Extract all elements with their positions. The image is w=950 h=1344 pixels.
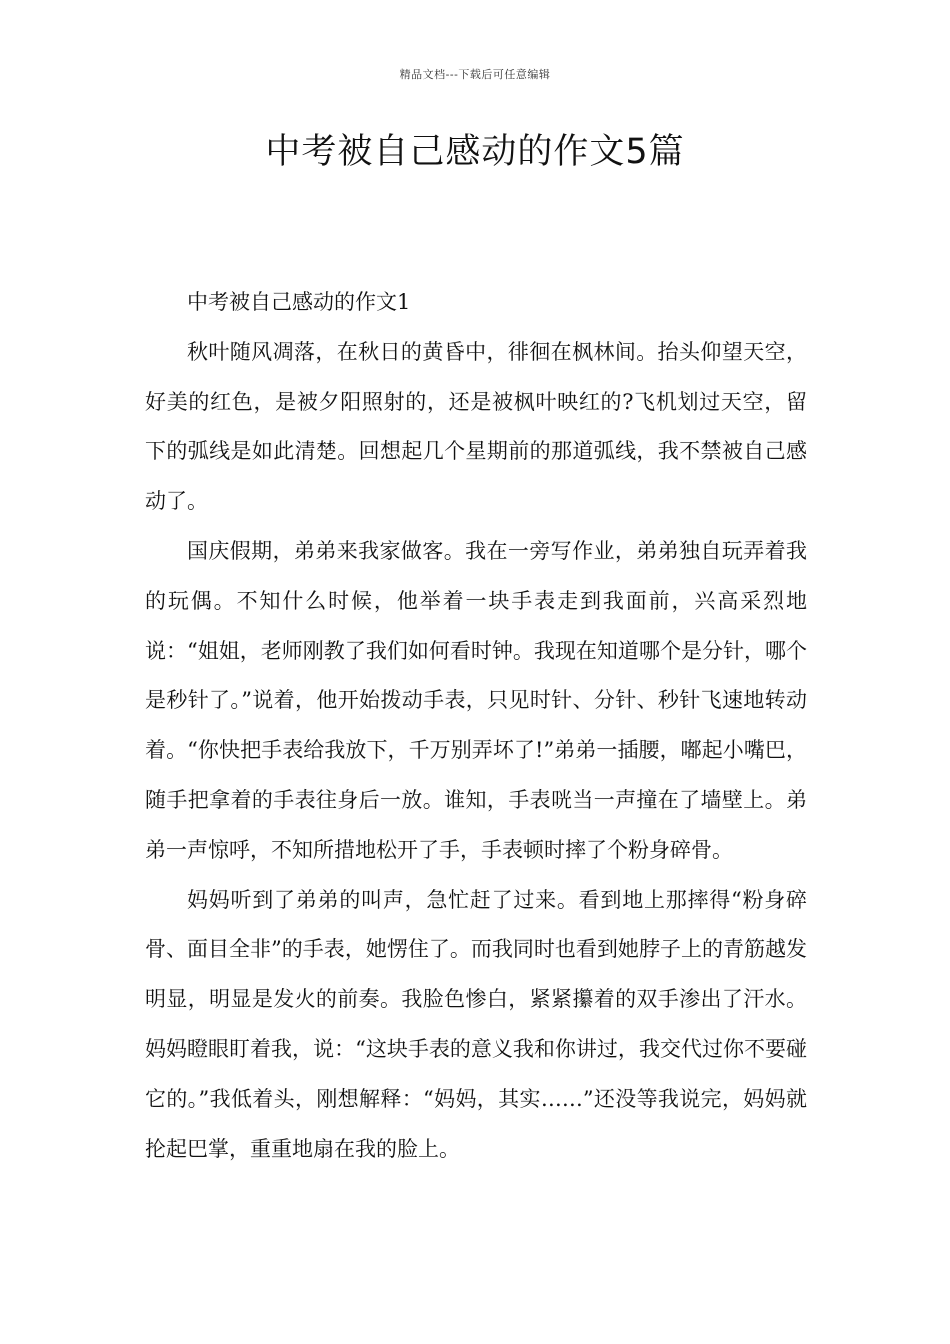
page-header: 精品文档---下载后可任意编辑: [399, 68, 551, 81]
paragraph: 妈妈听到了弟弟的叫声，急忙赶了过来。看到地上那摔得“粉身碎骨、面目全非”的手表，她愣住了。而我同时也看到她脖子上的青筋越发明显，明显是发火的前奏。我脸色惨白，紧紧攥着的双手渗出了汗水。妈妈瞪眼盯着我，说：“这块手表的意义我和你讲过，我交代过你不要碰它的。”我低着头，刚想解释：“妈妈，其实……”还没等我说完，妈妈就抡起巴掌，重重地扇在我的脸上。: [145, 887, 807, 1161]
document-title: 中考被自己感动的作文5篇: [265, 132, 685, 172]
section-heading: 中考被自己感动的作文1: [187, 290, 411, 314]
paragraph: 秋叶随风凋落，在秋日的黄昏中，徘徊在枫林间。抬头仰望天空，好美的红色，是被夕阳照射的，还是被枫叶映红的?飞机划过天空，留下的弧线是如此清楚。回想起几个星期前的那道弧线，我不禁被自己感动了。: [145, 339, 807, 514]
document-body: [145, 278, 807, 1174]
paragraph: 国庆假期，弟弟来我家做客。我在一旁写作业，弟弟独自玩弄着我的玩偶。不知什么时候，他举着一块手表走到我面前，兴高采烈地说：“姐姐，老师刚教了我们如何看时钟。我现在知道哪个是分针，哪个是秒针了。”说着，他开始拨动手表，只见时针、分针、秒针飞速地转动着。“你快把手表给我放下，千万别弄坏了!”弟弟一插腰，嘟起小嘴巴，随手把拿着的手表往身后一放。谁知，手表咣当一声撞在了墙壁上。弟弟一声惊呼，不知所措地松开了手，手表顿时摔了个粉身碎骨。: [145, 538, 807, 862]
